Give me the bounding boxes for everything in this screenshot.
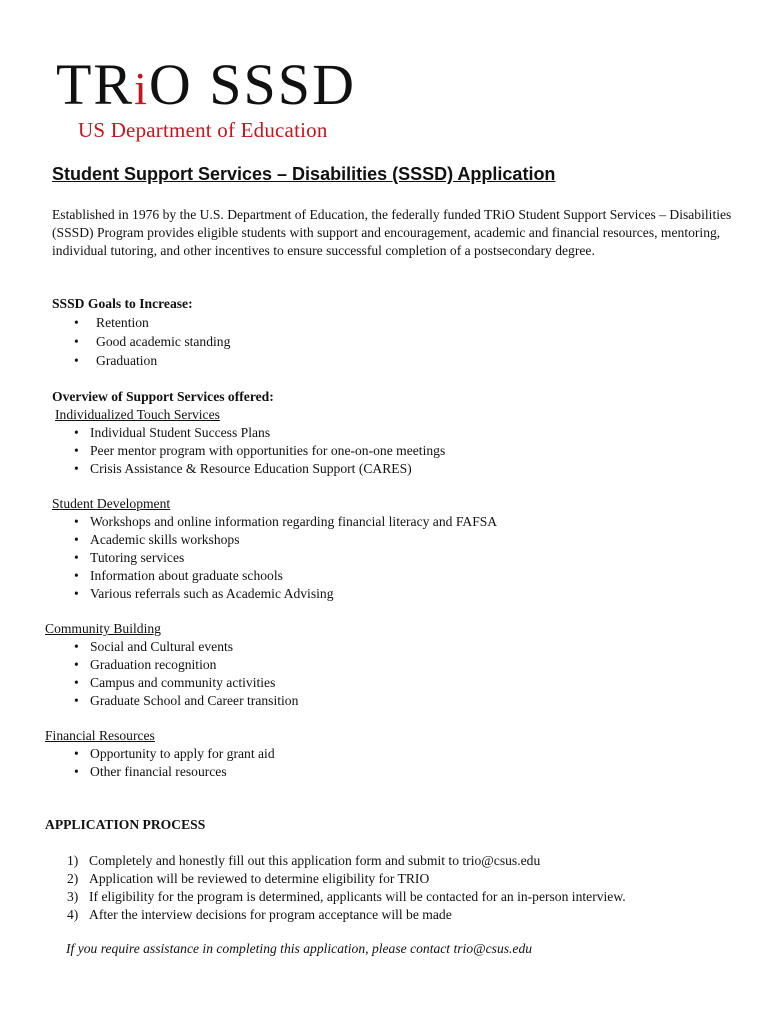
financial-resources-section (45, 727, 275, 781)
goals-heading: SSSD Goals to Increase: (52, 296, 193, 311)
student-development-list (52, 513, 497, 603)
overview-heading: Overview of Support Services offered: (52, 389, 274, 404)
list-item: • Academic skills workshops (52, 531, 497, 549)
list-item: • Various referrals such as Academic Advising (52, 585, 497, 603)
list-item: • Graduation (52, 351, 230, 370)
section-title-individualized: Individualized Touch Services (55, 407, 220, 422)
list-item: • Crisis Assistance & Resource Education Support (CARES) (52, 460, 445, 478)
list-item: • Other financial resources (52, 763, 275, 781)
logo-subtitle: US Department of Education (78, 118, 328, 142)
trio-sssd-logo (56, 52, 356, 143)
section-title-student-development: Student Development (52, 496, 171, 511)
goals-list (52, 313, 230, 370)
list-item: • Graduation recognition (52, 656, 298, 674)
list-item (45, 888, 626, 906)
list-item: • Tutoring services (52, 549, 497, 567)
student-development-section (52, 495, 497, 603)
overview-section (52, 388, 445, 478)
list-item: • Individual Student Success Plans (52, 424, 445, 442)
step-number: 4) (67, 907, 79, 922)
list-item: • Information about graduate schools (52, 567, 497, 585)
logo-suffix: O SSSD (148, 52, 356, 117)
section-title-financial-resources: Financial Resources (45, 728, 155, 743)
list-item: • Peer mentor program with opportunities for one-on-one meetings (52, 442, 445, 460)
intro-paragraph: Established in 1976 by the U.S. Department of Education, the federally funded TRiO Student Support Services – Disabilities (SSSD) Program provides eligible students with support and encouragement, academic and financial resources, mentoring, individual tutoring, and other incentives to ensure successful completion of a postsecondary degree. (52, 207, 732, 258)
individualized-list (52, 424, 445, 478)
section-title-community-building: Community Building (45, 621, 161, 636)
logo-prefix: TR (56, 52, 135, 117)
list-item: • Good academic standing (52, 332, 230, 351)
page-title: Student Support Services – Disabilities (SSSD) Application (52, 164, 556, 184)
list-item: • Opportunity to apply for grant aid (52, 745, 275, 763)
step-text: If eligibility for the program is determined, applicants will be contacted for an in-person interview. (89, 889, 626, 904)
list-item: • Social and Cultural events (52, 638, 298, 656)
step-number: 2) (67, 871, 79, 886)
application-steps (45, 852, 626, 924)
list-item: • Workshops and online information regarding financial literacy and FAFSA (52, 513, 497, 531)
application-process-section (45, 816, 626, 924)
step-number: 3) (67, 889, 79, 904)
application-heading: APPLICATION PROCESS (45, 817, 206, 832)
list-item (45, 870, 626, 888)
list-item (45, 906, 626, 924)
step-text: Completely and honestly fill out this application form and submit to trio@csus.edu (89, 853, 541, 868)
community-building-section (45, 620, 298, 710)
step-number: 1) (67, 853, 79, 868)
list-item: • Campus and community activities (52, 674, 298, 692)
step-text: Application will be reviewed to determine eligibility for TRIO (89, 871, 430, 886)
step-text: After the interview decisions for program acceptance will be made (89, 907, 452, 922)
financial-resources-list (52, 745, 275, 781)
logo-wordmark (56, 52, 356, 118)
logo-red-i: i (134, 63, 149, 114)
list-item (45, 852, 626, 870)
goals-section (52, 295, 230, 370)
list-item: • Graduate School and Career transition (52, 692, 298, 710)
assistance-note: If you require assistance in completing this application, please contact trio@csus.edu (66, 941, 533, 956)
list-item: • Retention (52, 313, 230, 332)
community-building-list (52, 638, 298, 710)
